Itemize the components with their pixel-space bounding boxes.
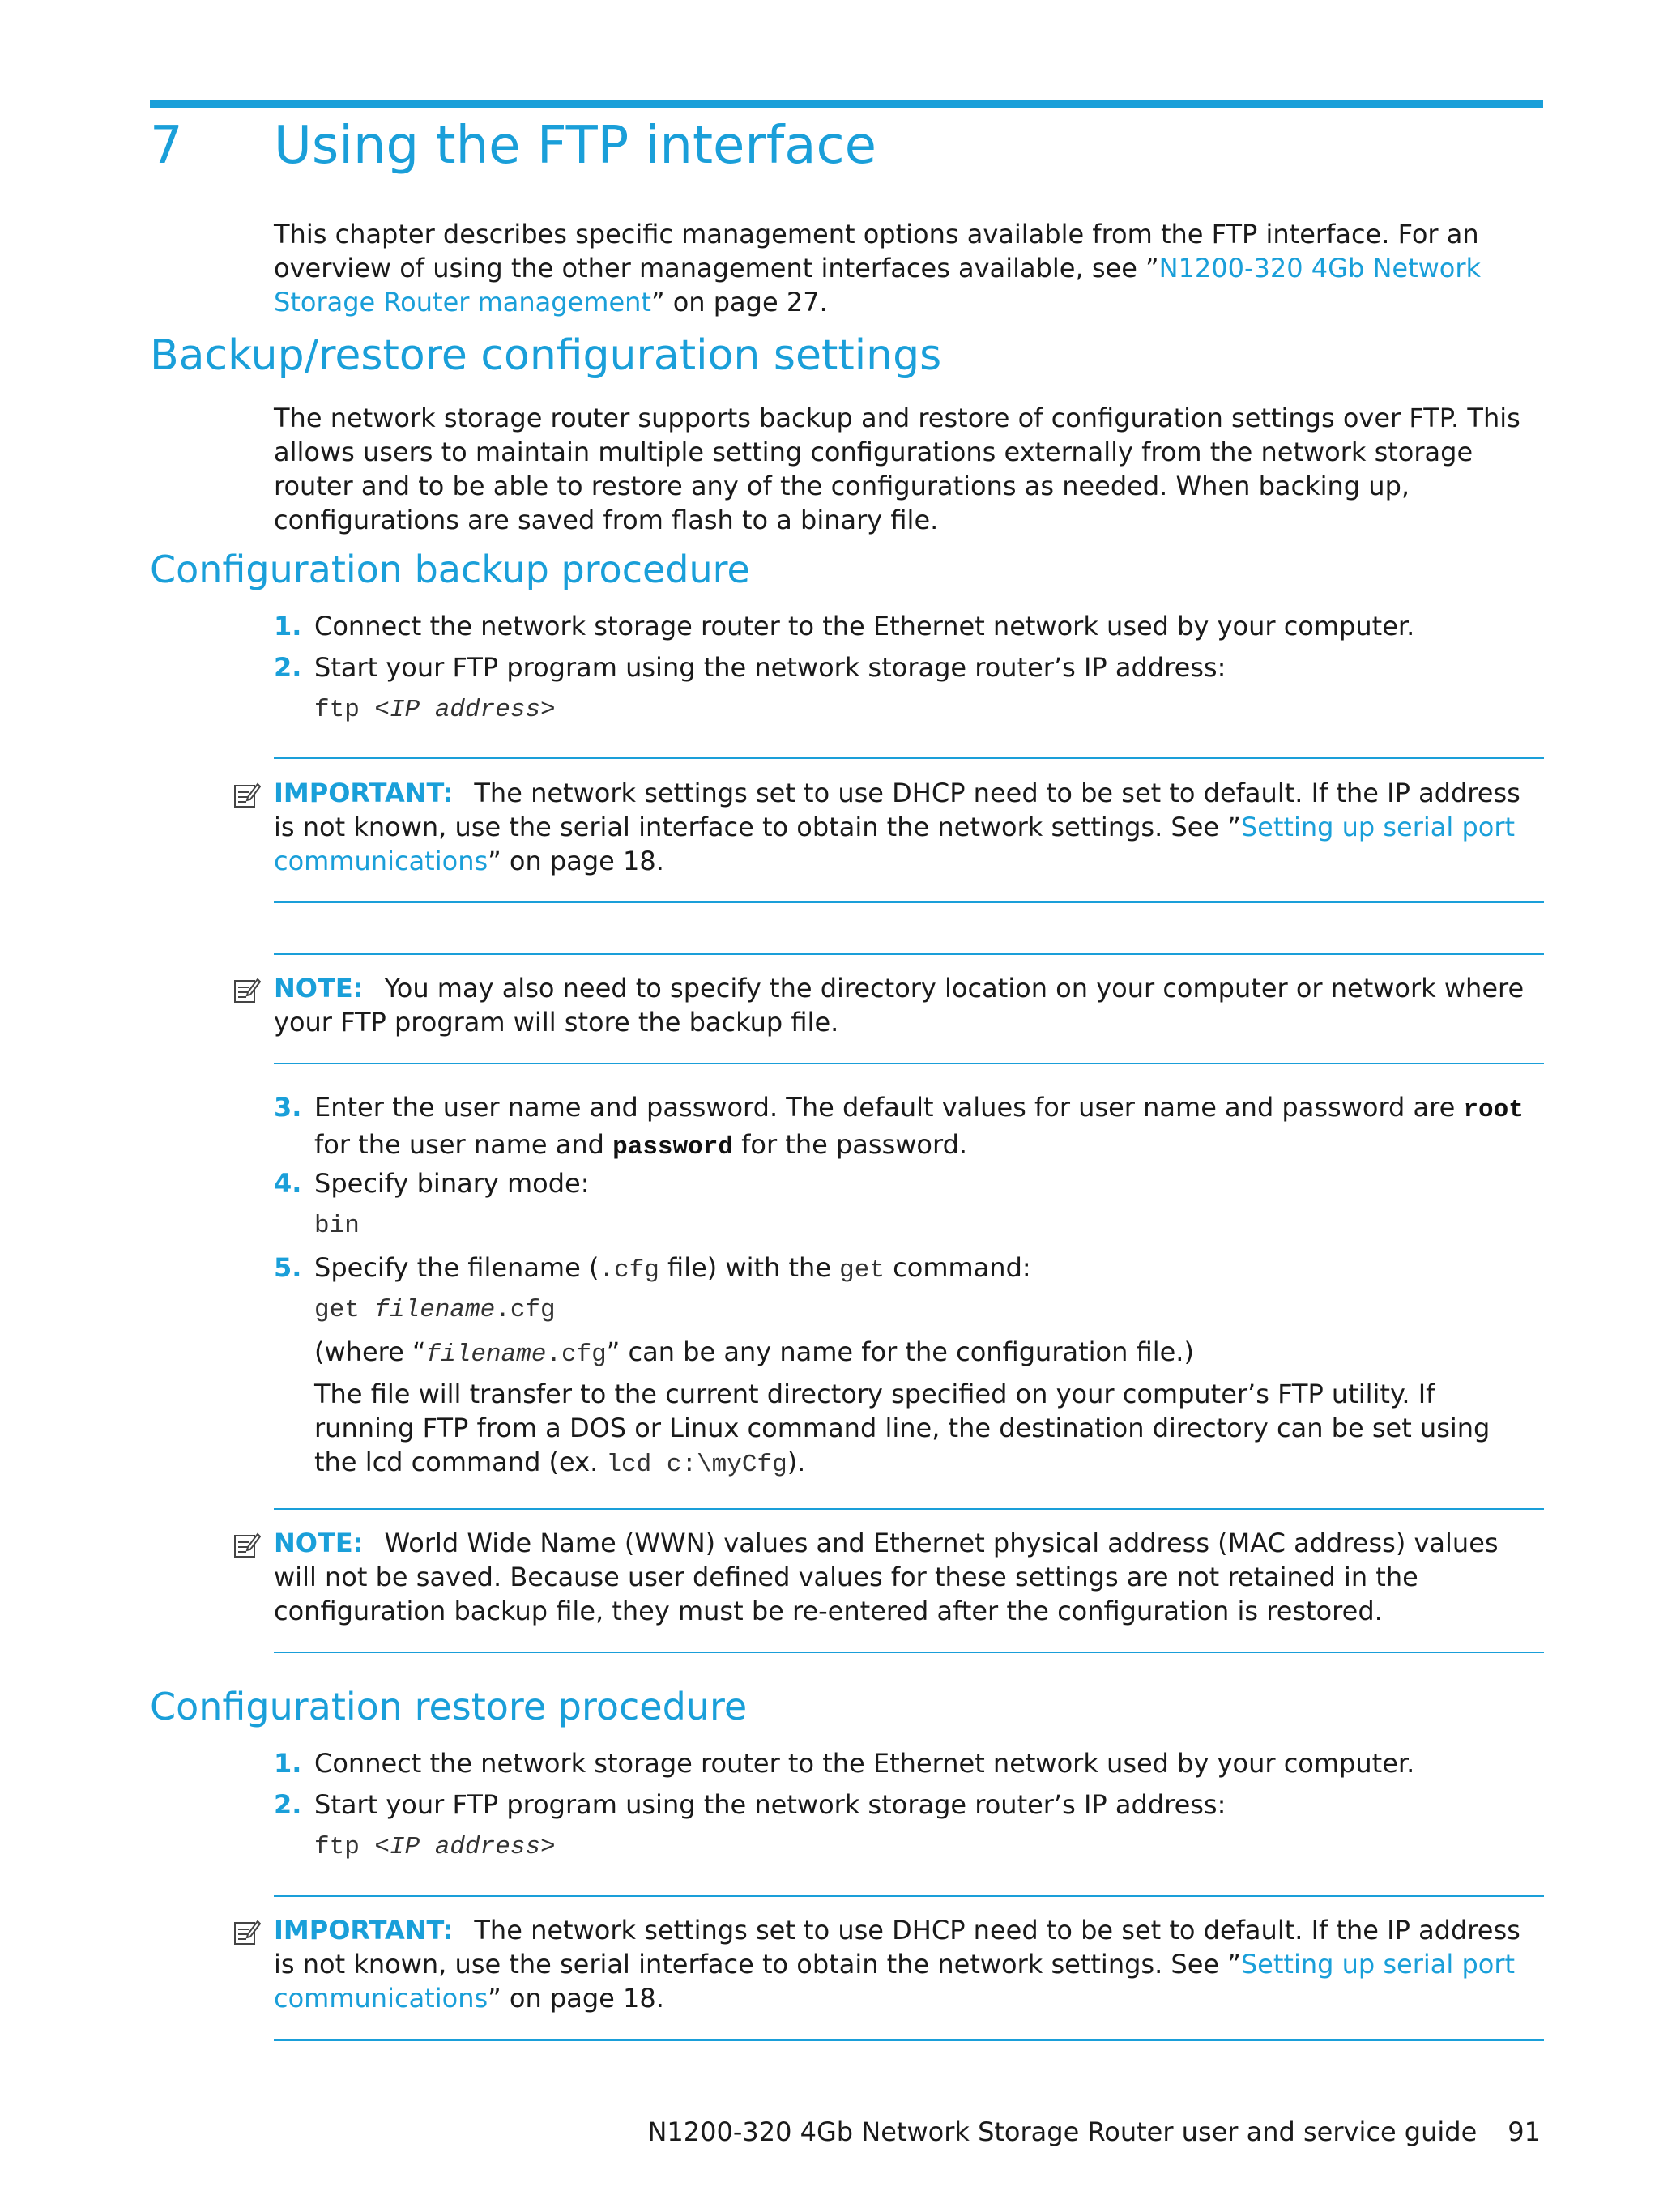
step-number: 4. (274, 1168, 302, 1199)
serial-port-link[interactable]: Setting up serial port communications (274, 1949, 1516, 2014)
important-label: IMPORTANT: (274, 1915, 454, 1946)
callout-rule (274, 757, 1544, 759)
code-bin-command: bin (314, 1212, 360, 1240)
intro-link[interactable]: N1200-320 4Gb Network Storage Router management (274, 253, 1482, 318)
subsection-heading-restore: Configuration restore procedure (150, 1685, 748, 1728)
step-text: Start your FTP program using the network storage router’s IP address: (314, 1789, 1226, 1820)
step-text: Connect the network storage router to the Ethernet network used by your computer. (314, 1748, 1415, 1779)
step-text-part: for the password. (732, 1129, 968, 1160)
serial-port-link[interactable]: Setting up serial port communications (274, 812, 1516, 876)
callout-rule (274, 2039, 1544, 2041)
callout-rule (274, 1652, 1544, 1653)
default-password: password (612, 1133, 733, 1161)
code-arg: filename (374, 1296, 496, 1324)
step-text (314, 1251, 1537, 1288)
subsection-heading-backup: Configuration backup procedure (150, 548, 750, 591)
backup-step-3 (274, 1090, 1537, 1165)
where-text: (where “ (314, 1336, 426, 1367)
backup-step-5 (274, 1251, 1537, 1288)
step-text-part: file) with the (659, 1252, 840, 1283)
important-label: IMPORTANT: (274, 778, 454, 808)
callout-rule (274, 901, 1544, 903)
code-arg: <IP address> (374, 1833, 556, 1861)
code-ftp-command (314, 1831, 556, 1865)
chapter-number: 7 (150, 116, 183, 176)
cfg-extension: .cfg (599, 1256, 659, 1285)
chapter-top-rule (150, 100, 1543, 108)
where-note (314, 1335, 1537, 1372)
code-get-command (314, 1294, 556, 1328)
important-text: The network settings set to use DHCP need to be set to default. If the IP address is not known, use the serial interface to obtain the network settings. See ” (274, 1915, 1520, 1980)
section-heading-backup-restore: Backup/restore configuration settings (150, 331, 942, 380)
note-text: You may also need to specify the directory location on your computer or network where your FTP program will store the backup file. (274, 973, 1525, 1038)
code-arg: <IP address> (374, 696, 556, 724)
important-text: The network settings set to use DHCP need to be set to default. If the IP address is not known, use the serial interface to obtain the network settings. See ” (274, 778, 1520, 842)
callout-rule (274, 1508, 1544, 1510)
note-label: NOTE: (274, 1528, 364, 1558)
lcd-command: lcd c:\myCfg (606, 1451, 787, 1479)
intro-text: This chapter describes specific management options available from the FTP interface. For an overview of using the other management interfaces available, see ” (274, 219, 1479, 283)
step-text: Connect the network storage router to the Ethernet network used by your computer. (314, 611, 1415, 641)
code-ext: .cfg (495, 1296, 556, 1324)
code-cmd: ftp (314, 1833, 375, 1861)
code-cmd: get (314, 1296, 375, 1324)
note-callout (274, 971, 1537, 1039)
step-number: 2. (274, 652, 302, 683)
note-callout-wwn (274, 1526, 1537, 1628)
step-text-part: command: (884, 1252, 1031, 1283)
chapter-intro (274, 217, 1537, 319)
important-text-end: ” on page 18. (488, 846, 664, 876)
step-number: 1. (274, 1748, 302, 1779)
restore-step-2 (274, 1788, 1537, 1822)
important-callout (274, 776, 1537, 878)
transfer-text: The file will transfer to the current directory specified on your computer’s FTP utility. If running FTP from a DOS or Linux command line, the destination directory can be set using the lcd command (ex. (314, 1379, 1491, 1477)
backup-restore-body: The network storage router supports backup and restore of configuration settings over FTP. This allows users to maintain multiple setting configurations externally from the network storage router and to be able to restore any of the configurations as needed. When backing up, configurations are saved from flash to a binary file. (274, 403, 1520, 535)
note-label: NOTE: (274, 973, 364, 1004)
callout-rule (274, 953, 1544, 955)
important-text-end: ” on page 18. (488, 1983, 664, 2014)
get-command: get (839, 1256, 885, 1285)
step-text-part: for the user name and (314, 1129, 613, 1160)
restore-step-1 (274, 1746, 1537, 1780)
note-text: World Wide Name (WWN) values and Ethernet physical address (MAC address) values will not be saved. Because user defined values for these settings are not retained in the configuration backup file, they must be re-entered after the configuration is restored. (274, 1528, 1499, 1626)
page-number: 91 (1508, 2116, 1541, 2147)
page-footer (647, 2116, 1541, 2147)
step-number: 5. (274, 1252, 302, 1283)
step-text (314, 1090, 1537, 1165)
callout-rule (274, 1063, 1544, 1064)
backup-step-4 (274, 1166, 1537, 1200)
step-number: 1. (274, 611, 302, 641)
step-text: Specify binary mode: (314, 1168, 590, 1199)
step-number: 2. (274, 1789, 302, 1820)
notepad-pencil-icon (233, 1918, 261, 1946)
chapter-title: Using the FTP interface (274, 116, 877, 176)
transfer-text-end: ). (787, 1447, 806, 1477)
callout-rule (274, 1895, 1544, 1897)
notepad-pencil-icon (233, 976, 261, 1004)
where-ext: .cfg (546, 1340, 607, 1369)
backup-step-2 (274, 650, 1537, 684)
backup-step-1 (274, 609, 1537, 643)
step-number: 3. (274, 1092, 302, 1123)
notepad-pencil-icon (233, 781, 261, 808)
intro-text-end: ” on page 27. (650, 287, 828, 318)
step-text-part: Enter the user name and password. The default values for user name and password are (314, 1092, 1464, 1123)
step-text: Start your FTP program using the network storage router’s IP address: (314, 652, 1226, 683)
notepad-pencil-icon (233, 1531, 261, 1558)
where-filename: filename (425, 1340, 547, 1369)
default-username: root (1463, 1096, 1524, 1124)
step-text-part: Specify the filename ( (314, 1252, 599, 1283)
code-ftp-command (314, 693, 556, 727)
important-callout-restore (274, 1913, 1537, 2015)
code-cmd: ftp (314, 696, 375, 724)
where-text-end: ” can be any name for the configuration file.) (606, 1336, 1194, 1367)
footer-title: N1200-320 4Gb Network Storage Router user and service guide (647, 2116, 1478, 2147)
transfer-note (314, 1377, 1537, 1482)
